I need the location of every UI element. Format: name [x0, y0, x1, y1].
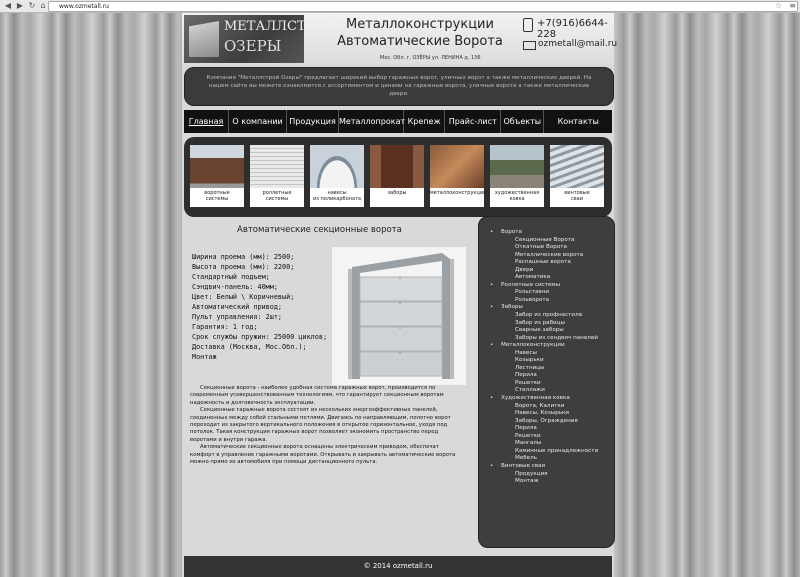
menu-item-contacts[interactable]: Контакты — [557, 117, 599, 126]
spec-item: Стандартный подъем; — [192, 273, 270, 281]
spec-item: Ширина проема (мм): 2500; — [192, 253, 295, 261]
sidebar-item[interactable]: Козырьки — [515, 357, 544, 364]
sidebar-category-screw-piles[interactable]: • Винтовые сваи — [487, 463, 612, 471]
logo-text-line2: ОЗЕРЫ — [224, 37, 282, 55]
product-description — [190, 385, 465, 466]
header-phone: +7(916)6644-228 — [537, 18, 608, 40]
gallery-caption: заборы — [387, 190, 407, 196]
browser-toolbar — [0, 0, 800, 13]
mail-icon — [523, 41, 536, 50]
spec-item: Срок службы пружин: 25000 циклов; — [192, 333, 328, 341]
bookmark-star-icon[interactable]: ☆ — [774, 1, 782, 10]
address-bar[interactable]: www.ozmetall.ru — [48, 1, 798, 12]
spec-list — [192, 252, 327, 362]
sidebar-item[interactable]: Навесы, Козырьки — [515, 410, 570, 417]
sidebar-item[interactable]: Сварные заборы — [515, 327, 564, 334]
gallery-image — [250, 145, 304, 188]
sidebar-category-fences[interactable]: • Заборы — [487, 304, 612, 312]
description-paragraph: Секционные ворота - наиболее удобная система гаражных ворот, производится по современным усовершенствованным технологиям, что гарантирует секционным воротам надежность и долговечность эксплуатации. — [190, 385, 444, 406]
logo-mark-icon — [189, 21, 219, 57]
gallery-item-screw-piles[interactable] — [550, 145, 604, 207]
sidebar-item[interactable]: Навесы — [515, 349, 537, 356]
menu-item-objects[interactable]: Объекты — [501, 110, 544, 133]
sidebar-category-rollers[interactable]: • Роллетные системы — [487, 282, 612, 290]
menu-item-about[interactable]: О компании — [229, 110, 287, 133]
menu-item-price[interactable]: Прайс-лист — [445, 110, 501, 133]
intro-text: Компания "Металлстрой Озеры" предлагает широкий выбор гаражных ворот, уличных ворот а также металлических дверей. На нашем сайте вы можете ознакомится с ассортиментом и ценами на гаражные ворота, уличные ворота а также металлические двери. — [206, 75, 592, 97]
sidebar-item[interactable]: Мебель — [515, 455, 538, 462]
spec-item: Сэндвич-панель: 40мм; — [192, 283, 278, 291]
gallery-item-rollers[interactable] — [250, 145, 304, 207]
back-icon[interactable]: ◀ — [4, 1, 12, 10]
intro-banner — [184, 67, 614, 106]
header-address: Мос. Обл. г. ОЗЁРЫ ул. ЛЕНИНА д. 136 — [380, 55, 481, 61]
menu-item-metal[interactable]: Металлопрокат — [339, 110, 404, 133]
sidebar-item[interactable]: Секционные Ворота — [515, 236, 575, 243]
spec-item: Доставка (Москва, Мос.Обл.); — [192, 343, 307, 351]
catalog-sidebar — [478, 216, 615, 548]
spec-item: Цвет: Белый \ Коричневый; — [192, 293, 295, 301]
forward-icon[interactable]: ▶ — [16, 1, 24, 10]
gallery-image — [490, 145, 544, 188]
sidebar-item[interactable]: Решетки — [515, 379, 541, 386]
spec-item: Пульт управления: 2шт; — [192, 313, 283, 321]
gallery-image — [190, 145, 244, 188]
sidebar-category-forging[interactable]: • Художественная ковка — [487, 395, 612, 403]
sidebar-item[interactable]: Монтаж — [515, 478, 539, 485]
sidebar-item[interactable]: Перила — [515, 425, 537, 432]
sidebar-item[interactable]: Автоматика — [515, 274, 551, 281]
spec-item: Гарантия: 1 год; — [192, 323, 258, 331]
site-logo[interactable] — [184, 15, 337, 63]
menu-item-products[interactable]: Продукция — [287, 110, 339, 133]
description-paragraph: Автоматические секционные ворота оснащены электрическим приводом, обеспечат комфорт в управление гаражными воротами. Открывать и закрывать автоматические ворота можно прямо из автомобиля при помощи дистанционного пульта. — [190, 444, 456, 466]
category-gallery — [184, 137, 612, 217]
sidebar-item[interactable]: Лестницы — [515, 364, 545, 371]
gallery-caption: художественная ковка — [494, 190, 540, 202]
gallery-item-metalwork[interactable] — [430, 145, 487, 207]
main-menu — [184, 110, 612, 133]
footer-copyright: © 2014 ozmetall.ru — [363, 562, 433, 570]
header-email[interactable]: ozmetall@mail.ru — [538, 39, 618, 49]
header-title-line2: Автоматические Ворота — [337, 34, 503, 49]
sidebar-item[interactable]: Забор из профнастила — [515, 312, 583, 319]
sidebar-item[interactable]: Решетки — [515, 432, 541, 439]
sidebar-item[interactable]: Откатные Ворота — [515, 244, 567, 251]
sidebar-item[interactable]: Забор из рабицы — [515, 319, 565, 326]
sidebar-item[interactable]: Распашные ворота — [515, 259, 571, 266]
sidebar-item[interactable]: Продукция — [515, 470, 548, 477]
product-title: Автоматические секционные ворота — [237, 225, 402, 235]
sidebar-item[interactable]: Заборы из сендвич панелей — [515, 334, 598, 341]
gallery-image — [370, 145, 424, 188]
sidebar-item[interactable]: Заборы, Ограждения — [515, 417, 578, 424]
site-footer — [184, 556, 612, 577]
product-image — [332, 247, 466, 385]
sidebar-category-gates[interactable]: • Ворота — [487, 229, 612, 237]
gallery-caption: винтовые сваи — [564, 190, 590, 202]
gallery-item-fences[interactable] — [370, 145, 424, 207]
gallery-caption: роллетные системы — [262, 190, 292, 202]
gallery-image — [550, 145, 604, 188]
logo-text-line1: МЕТАЛЛСТРОЙ — [224, 19, 337, 34]
page-container — [182, 13, 618, 577]
sidebar-item[interactable]: Металлические ворота — [515, 251, 584, 258]
browser-menu-icon[interactable]: ≡ — [789, 1, 796, 10]
sidebar-item[interactable]: Мангалы — [515, 440, 542, 447]
sidebar-item[interactable]: Рольворота — [515, 296, 550, 303]
sidebar-item[interactable]: Рольставни — [515, 289, 550, 296]
sidebar-category-metalwork[interactable]: • Металлоконструкции — [487, 342, 612, 350]
sidebar-item[interactable]: Ворота, Калитки — [515, 402, 565, 409]
gallery-image — [430, 145, 484, 188]
sidebar-item[interactable]: Каминные принадлежности — [515, 447, 599, 454]
reload-icon[interactable]: ↻ — [28, 1, 36, 10]
phone-icon — [523, 18, 533, 32]
home-icon[interactable]: ⌂ — [40, 1, 46, 10]
gallery-caption: воротные системы — [204, 190, 230, 202]
gallery-item-canopies[interactable] — [310, 145, 364, 207]
sectional-door-illustration — [332, 247, 466, 385]
catalog-list — [487, 229, 612, 486]
sidebar-item[interactable]: Двери — [515, 266, 534, 273]
description-paragraph: Секционные гаражные ворота состоят из нескольких энергоэффективных панелей, соединенных между собой стальными петлями. Двигаясь по направляющим, полотно ворот переходит из закрытого вертикального положения в открытое горизонтальное, уходя под потолок. Такая конструкция гаражных ворот позволяет экономить пространство перед воротами и внутри гаража. — [190, 407, 451, 443]
header-title-line1: Металлоконструкции — [346, 17, 494, 32]
gallery-item-forging[interactable] — [490, 145, 544, 207]
spec-item: Автоматический привод; — [192, 303, 283, 311]
gallery-image — [310, 145, 364, 188]
spec-item: Монтаж — [192, 353, 217, 361]
site-header — [182, 13, 618, 65]
spec-item: Высота проема (мм): 2200; — [192, 263, 295, 271]
sidebar-item[interactable]: Перила — [515, 372, 537, 379]
menu-item-home[interactable]: Главная — [184, 110, 229, 133]
menu-item-fasteners[interactable]: Крепеж — [404, 110, 445, 133]
gallery-item-gates[interactable] — [190, 145, 244, 207]
gallery-caption: металлоконструкции — [430, 190, 487, 196]
gallery-caption: навесы из поликарбоната — [313, 190, 361, 202]
sidebar-item[interactable]: Стеллажи — [515, 387, 545, 394]
